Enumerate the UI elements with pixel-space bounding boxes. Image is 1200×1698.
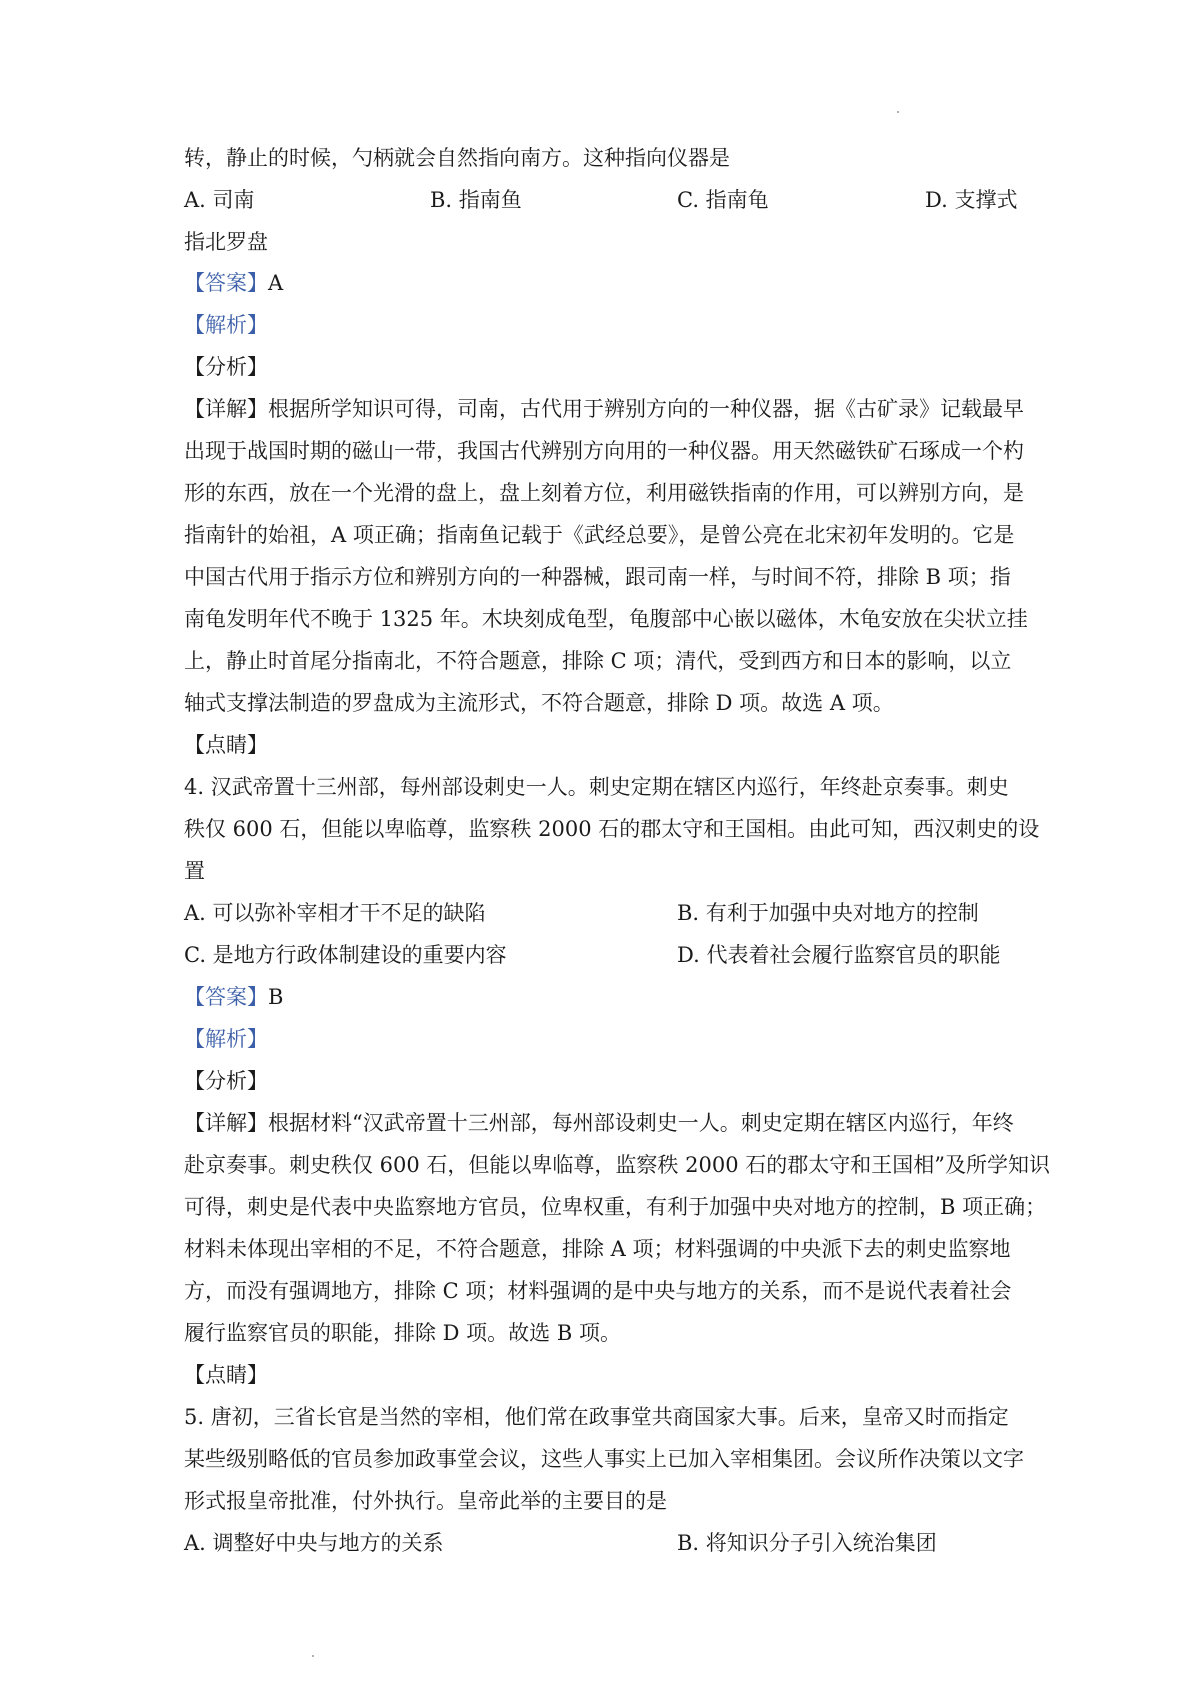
q3-detail-line: 中国古代用于指示方位和辨别方向的一种器械，跟司南一样，与时间不符，排除 B 项；指 bbox=[184, 565, 1011, 589]
q4-option-b: B. 有利于加强中央对地方的控制 bbox=[677, 901, 979, 925]
answer-tag: 【答案】 bbox=[184, 271, 268, 295]
detail-text: 根据材料“汉武帝置十三州部，每州部设刺史一人。刺史定期在辖区内巡行，年终 bbox=[268, 1111, 1014, 1135]
q3-detail-line: 形的东西，放在一个光滑的盘上，盘上刻着方位，利用磁铁指南的作用，可以辨别方向，是 bbox=[184, 481, 1024, 505]
detail-text: 根据所学知识可得，司南，古代用于辨别方向的一种仪器，据《古矿录》记载最早 bbox=[268, 397, 1024, 421]
q3-option-d-continued: 指北罗盘 bbox=[184, 230, 268, 254]
q3-stem-tail: 转，静止的时候，勺柄就会自然指向南方。这种指向仪器是 bbox=[184, 146, 730, 170]
q3-detail-line: 轴式支撑法制造的罗盘成为主流形式，不符合题意，排除 D 项。故选 A 项。 bbox=[184, 691, 894, 715]
q4-analysis-tag: 【解析】 bbox=[184, 1027, 268, 1051]
q4-detail-line: 赴京奏事。刺史秩仅 600 石，但能以卑临尊，监察秩 2000 石的郡太守和王国相”及所学知识 bbox=[184, 1153, 1050, 1177]
q4-detail-line: 可得，刺史是代表中央监察地方官员，位卑权重，有利于加强中央对地方的控制，B 项正确； bbox=[184, 1195, 1047, 1219]
q3-detail-line: 出现于战国时期的磁山一带，我国古代辨别方向用的一种仪器。用天然磁铁矿石琢成一个杓 bbox=[184, 439, 1024, 463]
q4-option-c: C. 是地方行政体制建设的重要内容 bbox=[184, 943, 507, 967]
q4-stem-line: 4. 汉武帝置十三州部，每州部设刺史一人。刺史定期在辖区内巡行，年终赴京奏事。刺史 bbox=[184, 775, 1009, 799]
q4-comment-tag: 【点睛】 bbox=[184, 1363, 268, 1387]
detail-tag: 【详解】 bbox=[184, 1111, 268, 1135]
q4-answer bbox=[184, 982, 1024, 1012]
q5-stem-line: 形式报皇帝批准，付外执行。皇帝此举的主要目的是 bbox=[184, 1489, 667, 1513]
q5-option-a: A. 调整好中央与地方的关系 bbox=[184, 1531, 444, 1555]
q4-stem-line: 秩仅 600 石，但能以卑临尊，监察秩 2000 石的郡太守和王国相。由此可知，西汉刺史的设 bbox=[184, 817, 1040, 841]
q5-stem-line: 5. 唐初，三省长官是当然的宰相，他们常在政事堂共商国家大事。后来，皇帝又时而指定 bbox=[184, 1405, 1009, 1429]
q3-option-d: D. 支撑式 bbox=[925, 188, 1018, 212]
q4-detail-line: 履行监察官员的职能，排除 D 项。故选 B 项。 bbox=[184, 1321, 621, 1345]
q3-option-c: C. 指南龟 bbox=[677, 188, 769, 212]
detail-tag: 【详解】 bbox=[184, 397, 268, 421]
answer-value: A bbox=[268, 271, 284, 295]
q4-fenxi-tag: 【分析】 bbox=[184, 1069, 268, 1093]
q3-analysis-tag: 【解析】 bbox=[184, 313, 268, 337]
q3-option-a: A. 司南 bbox=[184, 188, 255, 212]
q5-option-b: B. 将知识分子引入统治集团 bbox=[677, 1531, 937, 1555]
scan-mark bbox=[897, 111, 899, 113]
q5-stem-line: 某些级别略低的官员参加政事堂会议，这些人事实上已加入宰相集团。会议所作决策以文字 bbox=[184, 1447, 1024, 1471]
q4-detail-line: 方，而没有强调地方，排除 C 项；材料强调的是中央与地方的关系，而不是说代表着社会 bbox=[184, 1279, 1012, 1303]
q3-detail-line: 指南针的始祖，A 项正确；指南鱼记载于《武经总要》，是曾公亮在北宋初年发明的。它是 bbox=[184, 523, 1015, 547]
q3-detail-line bbox=[184, 394, 1024, 424]
q3-detail-line: 上，静止时首尾分指南北，不符合题意，排除 C 项；清代，受到西方和日本的影响，以立 bbox=[184, 649, 1012, 673]
q4-option-a: A. 可以弥补宰相才干不足的缺陷 bbox=[184, 901, 486, 925]
q3-comment-tag: 【点睛】 bbox=[184, 733, 268, 757]
q4-detail-line: 材料未体现出宰相的不足，不符合题意，排除 A 项；材料强调的中央派下去的刺史监察地 bbox=[184, 1237, 1011, 1261]
answer-tag: 【答案】 bbox=[184, 985, 268, 1009]
q3-option-b: B. 指南鱼 bbox=[430, 188, 522, 212]
q4-option-d: D. 代表着社会履行监察官员的职能 bbox=[677, 943, 1001, 967]
q3-fenxi-tag: 【分析】 bbox=[184, 355, 268, 379]
q4-stem-line: 置 bbox=[184, 859, 205, 883]
q3-detail-line: 南龟发明年代不晚于 1325 年。木块刻成龟型，龟腹部中心嵌以磁体，木龟安放在尖状立挂 bbox=[184, 607, 1028, 631]
answer-value: B bbox=[268, 985, 284, 1009]
q3-answer bbox=[184, 268, 1024, 298]
scan-mark bbox=[312, 1655, 314, 1657]
q4-detail-line bbox=[184, 1108, 1024, 1138]
